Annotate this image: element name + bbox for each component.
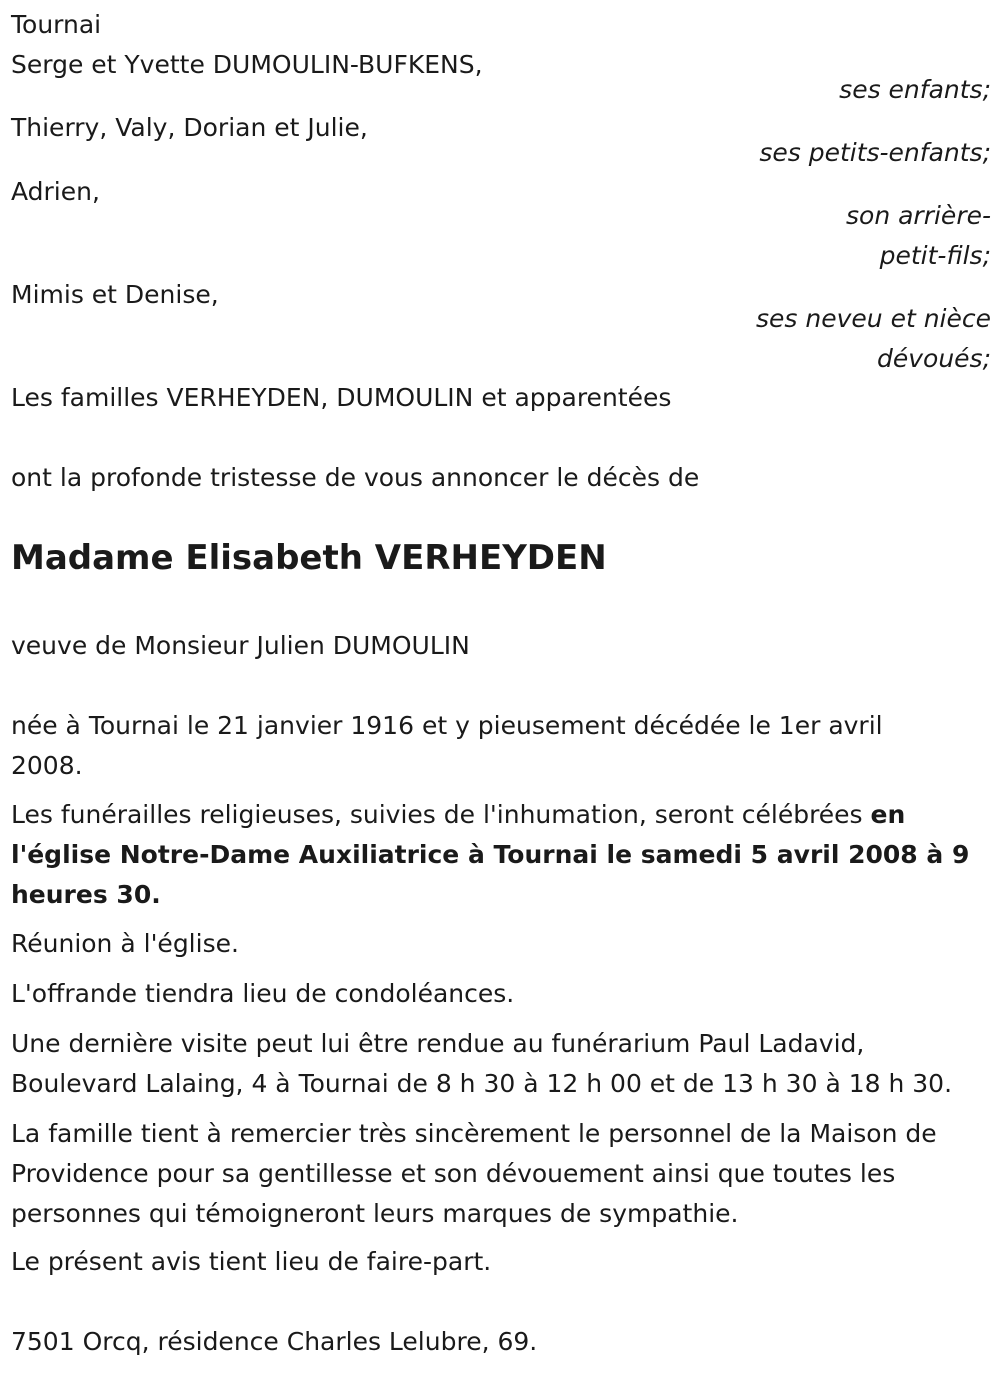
family-grandchildren-role: ses petits-enfants;: [759, 138, 991, 167]
families-line: Les familles VERHEYDEN, DUMOULIN et apparentées: [11, 383, 672, 412]
widow-of-line: veuve de Monsieur Julien DUMOULIN: [11, 631, 470, 660]
family-nephew-niece-role-line2: dévoués;: [876, 344, 991, 373]
announcement-line: ont la profonde tristesse de vous annoncer le décès de: [11, 463, 700, 492]
deceased-name: Madame Elisabeth VERHEYDEN: [11, 538, 607, 578]
family-greatgrandchild-names: Adrien,: [11, 177, 100, 206]
family-grandchildren-names: Thierry, Valy, Dorian et Julie,: [11, 113, 368, 142]
family-children-names: Serge et Yvette DUMOULIN-BUFKENS,: [11, 50, 483, 79]
funeral-details: en l'église Notre-Dame Auxiliatrice à Tournai le samedi 5 avril 2008 à 9 heures 30.: [11, 800, 970, 909]
family-greatgrandchild-role-line1: son arrière-: [846, 201, 991, 230]
family-children-role: ses enfants;: [839, 75, 991, 104]
reunion-line: Réunion à l'église.: [11, 929, 239, 958]
family-nephew-niece-role-line1: ses neveu et nièce: [756, 304, 991, 333]
visit-paragraph: Une dernière visite peut lui être rendue au funérarium Paul Ladavid, Boulevard Lalaing, 4 à Tournai de 8 h 30 à 12 h 00 et de 13 h 30 à 18 h 30.: [11, 1029, 953, 1098]
offering-line: L'offrande tiendra lieu de condoléances.: [11, 979, 515, 1008]
funeral-paragraph: [11, 795, 971, 915]
family-greatgrandchild-role-line2: petit-fils;: [879, 241, 991, 270]
notice-line: Le présent avis tient lieu de faire-part.: [11, 1247, 492, 1276]
city-line: Tournai: [11, 10, 102, 39]
address-line: 7501 Orcq, résidence Charles Lelubre, 69.: [11, 1327, 538, 1356]
birth-death-paragraph: née à Tournai le 21 janvier 1916 et y pieusement décédée le 1er avril 2008.: [11, 711, 883, 780]
family-nephew-niece-names: Mimis et Denise,: [11, 280, 219, 309]
thanks-paragraph: La famille tient à remercier très sincèrement le personnel de la Maison de Providence pour sa gentillesse et son dévouement ainsi que toutes les personnes qui témoigneront leurs marques de sympathie.: [11, 1119, 937, 1228]
funeral-text: Les funérailles religieuses, suivies de l'inhumation, seront célébrées: [11, 800, 871, 829]
